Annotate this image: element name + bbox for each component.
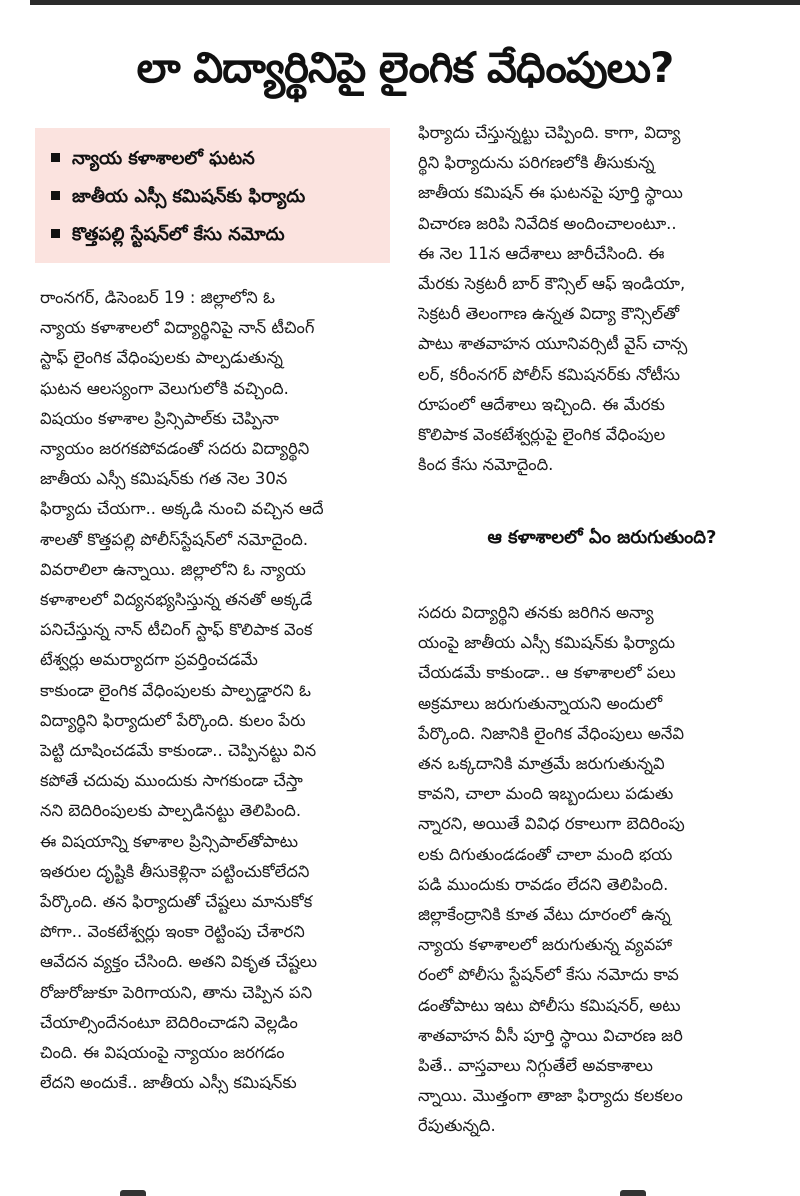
top-rule bbox=[30, 0, 800, 5]
text-line: చింది. ఈ విషయంపై న్యాయం జరగడం bbox=[40, 1043, 285, 1063]
bottom-mark bbox=[120, 1190, 146, 1196]
text-line: రాంనగర్, డిసెంబర్ 19 : జిల్లాలోని ఓ bbox=[40, 288, 275, 307]
text-line: స్టాఫ్ లైంగిక వేధింపులకు పాల్పడుతున్న bbox=[40, 348, 283, 368]
text-line: విషయం కళాశాల ప్రిన్సిపాల్‌కు చెప్పినా bbox=[40, 408, 279, 428]
text-line: ఆవేదన వ్యక్తం చేసింది. అతని వికృత చేష్టలు bbox=[40, 952, 318, 972]
text-line: అక్రమాలు జరుగుతున్నాయని అందులో bbox=[418, 693, 663, 713]
text-line: శాతవాహన వీసీ పూర్తి స్థాయి విచారణ జరి bbox=[418, 1025, 683, 1045]
text-line: న్నాయి. మొత్తంగా తాజా ఫిర్యాదు కలకలం bbox=[418, 1086, 683, 1106]
text-line: పితే.. వాస్తవాలు నిగ్గుతేలే అవకాశాలు bbox=[418, 1056, 653, 1076]
bottom-mark bbox=[620, 1190, 646, 1196]
highlight-item bbox=[51, 178, 380, 216]
text-line: చేయాల్సిందేనంటూ బెదిరించాడని వెల్లడిం bbox=[40, 1012, 298, 1032]
text-line: న్యాయ కళాశాలలో విద్యార్థినిపై నాన్ టీచింగ్ bbox=[40, 318, 315, 338]
text-line: మేరకు సెక్రటరీ బార్ కౌన్సిల్ ఆఫ్ ఇండియా, bbox=[418, 274, 686, 294]
text-line: చేయడమే కాకుండా.. ఆ కళాశాలలో పలు bbox=[418, 663, 676, 683]
text-line: పనిచేస్తున్న నాన్ టీచింగ్ స్టాఫ్ కొలిపాక వెంక bbox=[40, 620, 313, 640]
text-line: పాటు శాతవాహన యూనివర్సిటీ వైస్ చాన్స bbox=[418, 334, 688, 354]
highlight-item bbox=[51, 216, 380, 254]
text-line: ఇతరుల దృష్టికి తీసుకెళ్లినా పట్టించుకోలేదని bbox=[40, 861, 310, 881]
highlight-text: న్యాయ కళాశాలలో ఘటన bbox=[72, 148, 255, 169]
text-line: పేర్కొంది. నిజానికి లైంగిక వేధింపులు అనేవి bbox=[418, 723, 684, 743]
text-line: కాకుండా లైంగిక వేధింపులకు పాల్పడ్డారని ఓ bbox=[40, 680, 311, 700]
text-line: జాతీయ కమిషన్ ఈ ఘటనపై పూర్తి స్థాయి bbox=[418, 183, 683, 203]
subheading: ఆ కళాశాలలో ఏం జరుగుతుంది? bbox=[487, 527, 717, 548]
text-line: రూపంలో ఆదేశాలు ఇచ్చింది. ఈ మేరకు bbox=[418, 394, 665, 414]
text-line: విచారణ జరిపి నివేదిక అందించాలంటూ.. bbox=[418, 213, 677, 233]
text-line: వివరాలిలా ఉన్నాయి. జిల్లాలోని ఓ న్యాయ bbox=[40, 559, 306, 579]
text-line: పేర్కొంది. తన ఫిర్యాదుతో చేష్టలు మానుకోక bbox=[40, 892, 313, 912]
text-line: జాతీయ ఎస్సీ కమిషన్‌కు గత నెల 30న bbox=[40, 469, 288, 489]
text-line: న్నారని, అయితే వివిధ రకాలుగా బెదిరింపు bbox=[418, 814, 685, 834]
text-line: సెక్రటరీ తెలంగాణ ఉన్నత విద్యా కౌన్సిల్‌తో bbox=[418, 304, 680, 324]
highlight-text: కొత్తపల్లి స్టేషన్‌లో కేసు నమోదు bbox=[72, 224, 285, 245]
headline: లా విద్యార్థినిపై లైంగిక వేధింపులు? bbox=[136, 43, 674, 92]
text-line: ఈ నెల 11న ఆదేశాలు జారీచేసింది. ఈ bbox=[418, 243, 665, 263]
highlights-box bbox=[35, 128, 390, 263]
text-line: న్యాయ కళాశాలలో జరుగుతున్న వ్యవహా bbox=[418, 935, 673, 955]
text-line: డంతోపాటు ఇటు పోలీసు కమిషనర్, అటు bbox=[418, 995, 681, 1015]
text-line: లకు దిగుతుండడంతో చాలా మంది భయ bbox=[418, 844, 673, 864]
text-line: లర్, కరీంనగర్ పోలీస్ కమిషనర్‌కు నోటీసు bbox=[418, 364, 681, 384]
text-line: కపోతే చదువు ముందుకు సాగకుండా చేస్తా bbox=[40, 771, 303, 791]
text-line: విద్యార్థిని ఫిర్యాదులో పేర్కొంది. కులం పేరు bbox=[40, 710, 306, 730]
text-line: నని బెదిరింపులకు పాల్పడినట్టు తెలిపింది. bbox=[40, 801, 302, 821]
text-line: ఫిర్యాదు చేస్తున్నట్టు చెప్పింది. కాగా, విద్యా bbox=[418, 123, 681, 142]
square-bullet-icon bbox=[51, 153, 60, 162]
text-line: ర్థిని ఫిర్యాదును పరిగణలోకి తీసుకున్న bbox=[418, 153, 655, 173]
text-line: కొలిపాక వెంకటేశ్వర్లుపై లైంగిక వేధింపుల bbox=[418, 425, 666, 445]
text-line: జిల్లాకేంద్రానికి కూత వేటు దూరంలో ఉన్న bbox=[418, 905, 671, 925]
text-line: ఫిర్యాదు చేయగా.. అక్కడి నుంచి వచ్చిన ఆదే bbox=[40, 499, 324, 519]
text-line: శాలతో కొత్తపల్లి పోలీస్‌స్టేషన్‌లో నమోదైంది. bbox=[40, 529, 309, 549]
text-line: టేశ్వర్లు అమర్యాదగా ప్రవర్తించడమే bbox=[40, 650, 258, 670]
text-line: రంలో పోలీసు స్టేషన్‌లో కేసు నమోదు కావ bbox=[418, 965, 679, 985]
text-line: పెట్టి దూషించడమే కాకుండా.. చెప్పినట్టు విన bbox=[40, 741, 317, 761]
text-line: పడి ముందుకు రావడం లేదని తెలిపింది. bbox=[418, 874, 669, 894]
text-line: యంపై జాతీయ ఎస్సీ కమిషన్‌కు ఫిర్యాదు bbox=[418, 633, 676, 653]
text-line: పోగా.. వెంకటేశ్వర్లు ఇంకా రెట్టింపు చేశారని bbox=[40, 922, 305, 942]
text-line: కావని, చాలా మంది ఇబ్బందులు పడుతు bbox=[418, 784, 674, 804]
text-line: తన ఒక్కదానికి మాత్రమే జరుగుతున్నవి bbox=[418, 754, 665, 774]
square-bullet-icon bbox=[51, 191, 60, 200]
right-column-bottom bbox=[418, 598, 786, 1142]
text-line: సదరు విద్యార్థిని తనకు జరిగిన అన్యా bbox=[418, 603, 654, 622]
text-line: కింద కేసు నమోదైంది. bbox=[418, 455, 554, 475]
text-line: రోజురోజుకూ పెరిగాయని, తాను చెప్పిన పని bbox=[40, 982, 313, 1002]
left-column bbox=[40, 283, 392, 1098]
text-line: ఈ విషయాన్ని కళాశాల ప్రిన్సిపాల్‌తోపాటు bbox=[40, 831, 299, 851]
text-line: ఘటన ఆలస్యంగా వెలుగులోకి వచ్చింది. bbox=[40, 378, 289, 398]
highlight-item bbox=[51, 140, 380, 178]
square-bullet-icon bbox=[51, 229, 60, 238]
text-line: లేదని అందుకే.. జాతీయ ఎస్సీ కమిషన్‌కు bbox=[40, 1073, 297, 1093]
text-line: న్యాయం జరగకపోవడంతో సదరు విద్యార్థిని bbox=[40, 439, 310, 459]
highlight-text: జాతీయ ఎస్సీ కమిషన్‌కు ఫిర్యాదు bbox=[72, 186, 306, 207]
text-line: కళాశాలలో విద్యనభ్యసిస్తున్న తనతో అక్కడే bbox=[40, 590, 313, 610]
right-column-top bbox=[418, 118, 786, 480]
text-line: రేపుతున్నది. bbox=[418, 1116, 496, 1136]
